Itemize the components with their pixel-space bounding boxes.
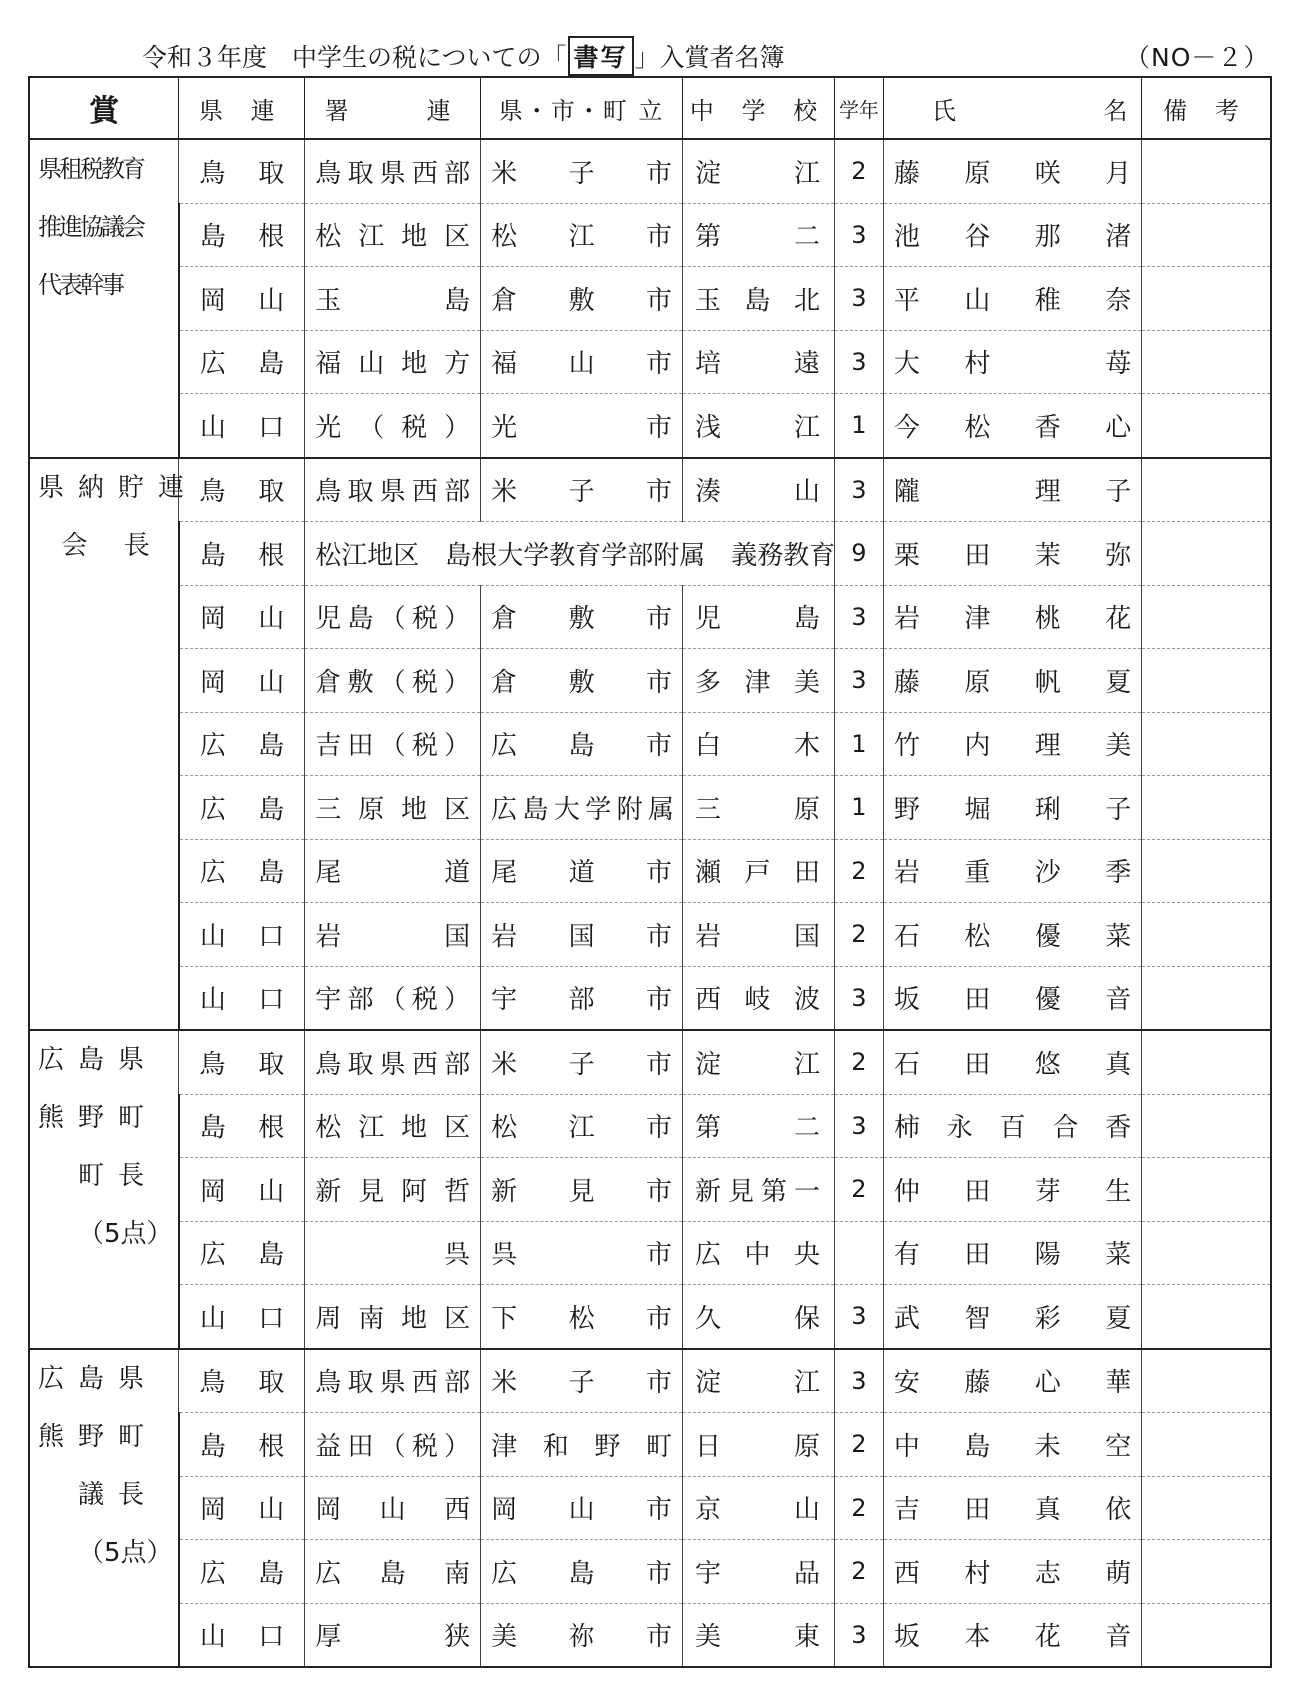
cell-grade: 1	[835, 712, 884, 776]
cell-grade	[835, 1221, 884, 1285]
cell-name: 平山稚奈	[883, 267, 1141, 331]
cell-name: 藤原帆夏	[883, 649, 1141, 713]
cell-branch: 松江地区	[305, 1094, 481, 1158]
cell-branch: 厚狭	[305, 1603, 481, 1667]
cell-remarks	[1142, 776, 1271, 840]
cell-grade: 1	[835, 776, 884, 840]
cell-name: 大村 苺	[883, 330, 1141, 394]
cell-school: 玉島北	[683, 267, 835, 331]
cell-pref-assoc: 岡山	[179, 585, 305, 649]
table-row	[29, 966, 1271, 1030]
cell-branch: 光（税）	[305, 394, 481, 458]
table-row	[29, 585, 1271, 649]
cell-pref-assoc: 山口	[179, 1285, 305, 1349]
cell-remarks	[1142, 839, 1271, 903]
cell-remarks	[1142, 712, 1271, 776]
cell-grade: 3	[835, 330, 884, 394]
award-category	[29, 1030, 179, 1349]
award-roster-table	[28, 76, 1272, 1668]
award-category	[29, 458, 199, 1031]
cell-remarks	[1142, 966, 1271, 1030]
cell-pref-assoc: 島根	[179, 522, 305, 586]
cell-pref-assoc: 広島	[179, 1540, 305, 1604]
document-title	[142, 36, 785, 76]
cell-name: 野堀琍子	[883, 776, 1141, 840]
cell-grade: 3	[835, 1094, 884, 1158]
header-grade: 学年	[835, 77, 884, 139]
cell-grade: 2	[835, 1476, 884, 1540]
cell-pref-assoc: 広島	[179, 330, 305, 394]
table-row	[29, 203, 1271, 267]
title-prefix: 令和３年度 中学生の税についての「	[142, 43, 567, 72]
table-row	[29, 139, 1271, 203]
award-label-line: 代表幹事	[38, 271, 122, 299]
cell-municipality: 福山市	[481, 330, 683, 394]
header-pref-assoc: 県 連	[179, 77, 305, 139]
cell-name: 藤原咲月	[883, 139, 1141, 203]
table-row	[29, 1158, 1271, 1222]
cell-municipality: 松江市	[481, 1094, 683, 1158]
cell-municipality: 倉敷市	[481, 649, 683, 713]
cell-branch: 鳥取県西部	[305, 458, 481, 522]
cell-branch: 松江地区	[305, 203, 481, 267]
cell-grade: 3	[835, 1349, 884, 1413]
cell-branch: 倉敷（税）	[305, 649, 481, 713]
cell-name: 岩重沙季	[883, 839, 1141, 903]
cell-remarks	[1142, 267, 1271, 331]
cell-school: 日原	[683, 1413, 835, 1477]
cell-branch: 玉島	[305, 267, 481, 331]
cell-grade: 3	[835, 1603, 884, 1667]
cell-name: 柿永百合香	[883, 1094, 1141, 1158]
cell-remarks	[1142, 585, 1271, 649]
cell-pref-assoc: 鳥取	[179, 1349, 305, 1413]
cell-pref-assoc: 広島	[179, 839, 305, 903]
cell-municipality: 新見市	[481, 1158, 683, 1222]
cell-name: 岩津桃花	[883, 585, 1141, 649]
cell-name: 仲田芽生	[883, 1158, 1141, 1222]
cell-branch: 周南地区	[305, 1285, 481, 1349]
cell-school: 美東	[683, 1603, 835, 1667]
cell-municipality: 尾道市	[481, 839, 683, 903]
cell-municipality: 宇部市	[481, 966, 683, 1030]
cell-grade: 2	[835, 139, 884, 203]
table-row	[29, 1030, 1271, 1094]
cell-pref-assoc: 岡山	[179, 267, 305, 331]
cell-branch: 尾道	[305, 839, 481, 903]
award-label-line: 熊野町	[38, 1421, 159, 1452]
cell-school: 培遠	[683, 330, 835, 394]
cell-school: 第二	[683, 203, 835, 267]
cell-school: 西岐波	[683, 966, 835, 1030]
cell-pref-assoc: 山口	[179, 394, 305, 458]
header-prize: 賞	[29, 77, 179, 139]
cell-municipality: 米子市	[481, 458, 683, 522]
cell-municipality: 岩国市	[481, 903, 683, 967]
table-row	[29, 1349, 1271, 1413]
cell-name: 安藤心華	[883, 1349, 1141, 1413]
cell-branch: 新見阿哲	[305, 1158, 481, 1222]
cell-school: 新見第一	[683, 1158, 835, 1222]
cell-name: 西村志萌	[883, 1540, 1141, 1604]
cell-municipality: 岡山市	[481, 1476, 683, 1540]
cell-school: 岩国	[683, 903, 835, 967]
cell-pref-assoc: 広島	[179, 712, 305, 776]
award-label-line: 県納貯連	[38, 472, 199, 503]
cell-branch: 広島南	[305, 1540, 481, 1604]
cell-remarks	[1142, 330, 1271, 394]
cell-grade: 2	[835, 1413, 884, 1477]
cell-municipality: 広島大学附属	[481, 776, 683, 840]
cell-municipality: 呉 市	[481, 1221, 683, 1285]
cell-pref-assoc: 広島	[179, 1221, 305, 1285]
cell-school: 第二	[683, 1094, 835, 1158]
cell-remarks	[1142, 458, 1271, 522]
table-row	[29, 649, 1271, 713]
cell-grade: 3	[835, 585, 884, 649]
cell-grade: 2	[835, 903, 884, 967]
award-category	[29, 1349, 179, 1668]
cell-pref-assoc: 鳥取	[179, 139, 305, 203]
cell-name: 池谷那渚	[883, 203, 1141, 267]
award-label-line: 会 長	[61, 530, 164, 561]
cell-remarks	[1142, 1540, 1271, 1604]
cell-school: 淀江	[683, 1349, 835, 1413]
cell-school: 久保	[683, 1285, 835, 1349]
cell-remarks	[1142, 203, 1271, 267]
cell-branch: 鳥取県西部	[305, 1030, 481, 1094]
cell-name: 吉田真依	[883, 1476, 1141, 1540]
cell-branch: 岡山西	[305, 1476, 481, 1540]
title-emphasis-boxed: 書写	[568, 36, 634, 76]
cell-school: 多津美	[683, 649, 835, 713]
award-category	[29, 139, 179, 458]
cell-remarks	[1142, 1603, 1271, 1667]
cell-branch: 福山地方	[305, 330, 481, 394]
header-branch: 署 連	[305, 77, 481, 139]
header-remarks: 備 考	[1142, 77, 1271, 139]
cell-grade: 3	[835, 966, 884, 1030]
cell-municipality: 米子市	[481, 1349, 683, 1413]
table-row	[29, 1094, 1271, 1158]
award-label-line: 広島県	[38, 1045, 159, 1075]
cell-branch: 鳥取県西部	[305, 139, 481, 203]
award-label-line: （5点）	[78, 1537, 173, 1568]
cell-remarks	[1142, 1094, 1271, 1158]
cell-remarks	[1142, 903, 1271, 967]
cell-municipality: 米子市	[481, 1030, 683, 1094]
cell-grade: 1	[835, 394, 884, 458]
cell-pref-assoc: 広島	[179, 776, 305, 840]
cell-branch: 鳥取県西部	[305, 1349, 481, 1413]
cell-name: 武智彩夏	[883, 1285, 1141, 1349]
table-row	[29, 776, 1271, 840]
cell-grade: 9	[835, 522, 884, 586]
cell-pref-assoc: 島根	[179, 1094, 305, 1158]
roster-body	[29, 139, 1271, 1667]
award-label-line: 推進協議会	[38, 213, 143, 241]
cell-grade: 3	[835, 649, 884, 713]
cell-remarks	[1142, 1158, 1271, 1222]
table-row	[29, 712, 1271, 776]
cell-branch-school-combined: 松江地区 島根大学教育学部附属 義務教育	[305, 522, 835, 586]
cell-grade: 3	[835, 1285, 884, 1349]
cell-pref-assoc: 鳥取	[179, 1030, 305, 1094]
cell-pref-assoc: 岡山	[179, 1476, 305, 1540]
table-row	[29, 330, 1271, 394]
cell-name: 坂田優音	[883, 966, 1141, 1030]
cell-school: 広中央	[683, 1221, 835, 1285]
cell-remarks	[1142, 1413, 1271, 1477]
cell-municipality: 松江市	[481, 203, 683, 267]
cell-school: 淀江	[683, 139, 835, 203]
cell-pref-assoc: 島根	[179, 203, 305, 267]
award-label-line: （5点）	[78, 1219, 173, 1249]
header-school: 中 学 校	[683, 77, 835, 139]
cell-remarks	[1142, 139, 1271, 203]
cell-grade: 3	[835, 458, 884, 522]
cell-name: 有田陽菜	[883, 1221, 1141, 1285]
cell-school: 三原	[683, 776, 835, 840]
table-row	[29, 394, 1271, 458]
table-row	[29, 1285, 1271, 1349]
cell-name: 栗田茉弥	[883, 522, 1141, 586]
cell-remarks	[1142, 394, 1271, 458]
cell-name: 石田悠真	[883, 1030, 1141, 1094]
award-label-line: 県租税教育	[38, 155, 143, 183]
cell-municipality: 倉敷市	[481, 267, 683, 331]
cell-branch: 呉	[305, 1221, 481, 1285]
cell-pref-assoc: 山口	[179, 966, 305, 1030]
table-row	[29, 1413, 1271, 1477]
cell-pref-assoc: 岡山	[179, 649, 305, 713]
cell-grade: 2	[835, 839, 884, 903]
table-row	[29, 903, 1271, 967]
cell-grade: 2	[835, 1158, 884, 1222]
cell-school: 児島	[683, 585, 835, 649]
cell-branch: 児島（税）	[305, 585, 481, 649]
cell-grade: 2	[835, 1540, 884, 1604]
cell-pref-assoc: 鳥取	[179, 458, 305, 522]
cell-name: 石松優菜	[883, 903, 1141, 967]
cell-remarks	[1142, 1476, 1271, 1540]
cell-name: 隴 理子	[883, 458, 1141, 522]
cell-pref-assoc: 山口	[179, 903, 305, 967]
header-row	[29, 77, 1271, 139]
header-name: 氏 名	[883, 77, 1141, 139]
table-row	[29, 1476, 1271, 1540]
award-label-line: 広島県	[38, 1363, 159, 1394]
cell-pref-assoc: 島根	[179, 1413, 305, 1477]
cell-branch: 吉田（税）	[305, 712, 481, 776]
cell-grade: 2	[835, 1030, 884, 1094]
cell-branch: 益田（税）	[305, 1413, 481, 1477]
cell-grade: 3	[835, 267, 884, 331]
award-label-line: 町長	[78, 1161, 159, 1191]
table-row	[29, 1221, 1271, 1285]
cell-school: 京山	[683, 1476, 835, 1540]
cell-pref-assoc: 岡山	[179, 1158, 305, 1222]
cell-grade: 3	[835, 203, 884, 267]
table-row	[29, 267, 1271, 331]
cell-remarks	[1142, 649, 1271, 713]
award-label-line: 議長	[78, 1479, 159, 1510]
table-row	[29, 839, 1271, 903]
cell-municipality: 倉敷市	[481, 585, 683, 649]
cell-municipality: 津和野町	[481, 1413, 683, 1477]
cell-municipality: 広島市	[481, 712, 683, 776]
cell-branch: 岩国	[305, 903, 481, 967]
page-number: （NO－２）	[1125, 43, 1270, 72]
header-municipality: 県・市・町 立	[481, 77, 683, 139]
cell-school: 淀江	[683, 1030, 835, 1094]
table-row	[29, 522, 1271, 586]
cell-school: 瀬戸田	[683, 839, 835, 903]
cell-school: 白木	[683, 712, 835, 776]
cell-remarks	[1142, 1030, 1271, 1094]
cell-municipality: 下松市	[481, 1285, 683, 1349]
cell-remarks	[1142, 1221, 1271, 1285]
cell-branch: 宇部（税）	[305, 966, 481, 1030]
table-row	[29, 458, 1271, 522]
award-label-line: 熊野町	[38, 1103, 159, 1133]
cell-pref-assoc: 山口	[179, 1603, 305, 1667]
cell-name: 中島未空	[883, 1413, 1141, 1477]
table-row	[29, 1603, 1271, 1667]
cell-remarks	[1142, 522, 1271, 586]
cell-school: 宇品	[683, 1540, 835, 1604]
cell-branch: 三原地区	[305, 776, 481, 840]
cell-remarks	[1142, 1349, 1271, 1413]
cell-name: 今松香心	[883, 394, 1141, 458]
table-row	[29, 1540, 1271, 1604]
cell-name: 坂本花音	[883, 1603, 1141, 1667]
cell-municipality: 広島市	[481, 1540, 683, 1604]
cell-name: 竹内理美	[883, 712, 1141, 776]
cell-municipality: 光 市	[481, 394, 683, 458]
cell-school: 浅江	[683, 394, 835, 458]
cell-municipality: 米子市	[481, 139, 683, 203]
cell-municipality: 美祢市	[481, 1603, 683, 1667]
cell-school: 湊山	[683, 458, 835, 522]
title-suffix: 」入賞者名簿	[634, 43, 785, 72]
cell-remarks	[1142, 1285, 1271, 1349]
